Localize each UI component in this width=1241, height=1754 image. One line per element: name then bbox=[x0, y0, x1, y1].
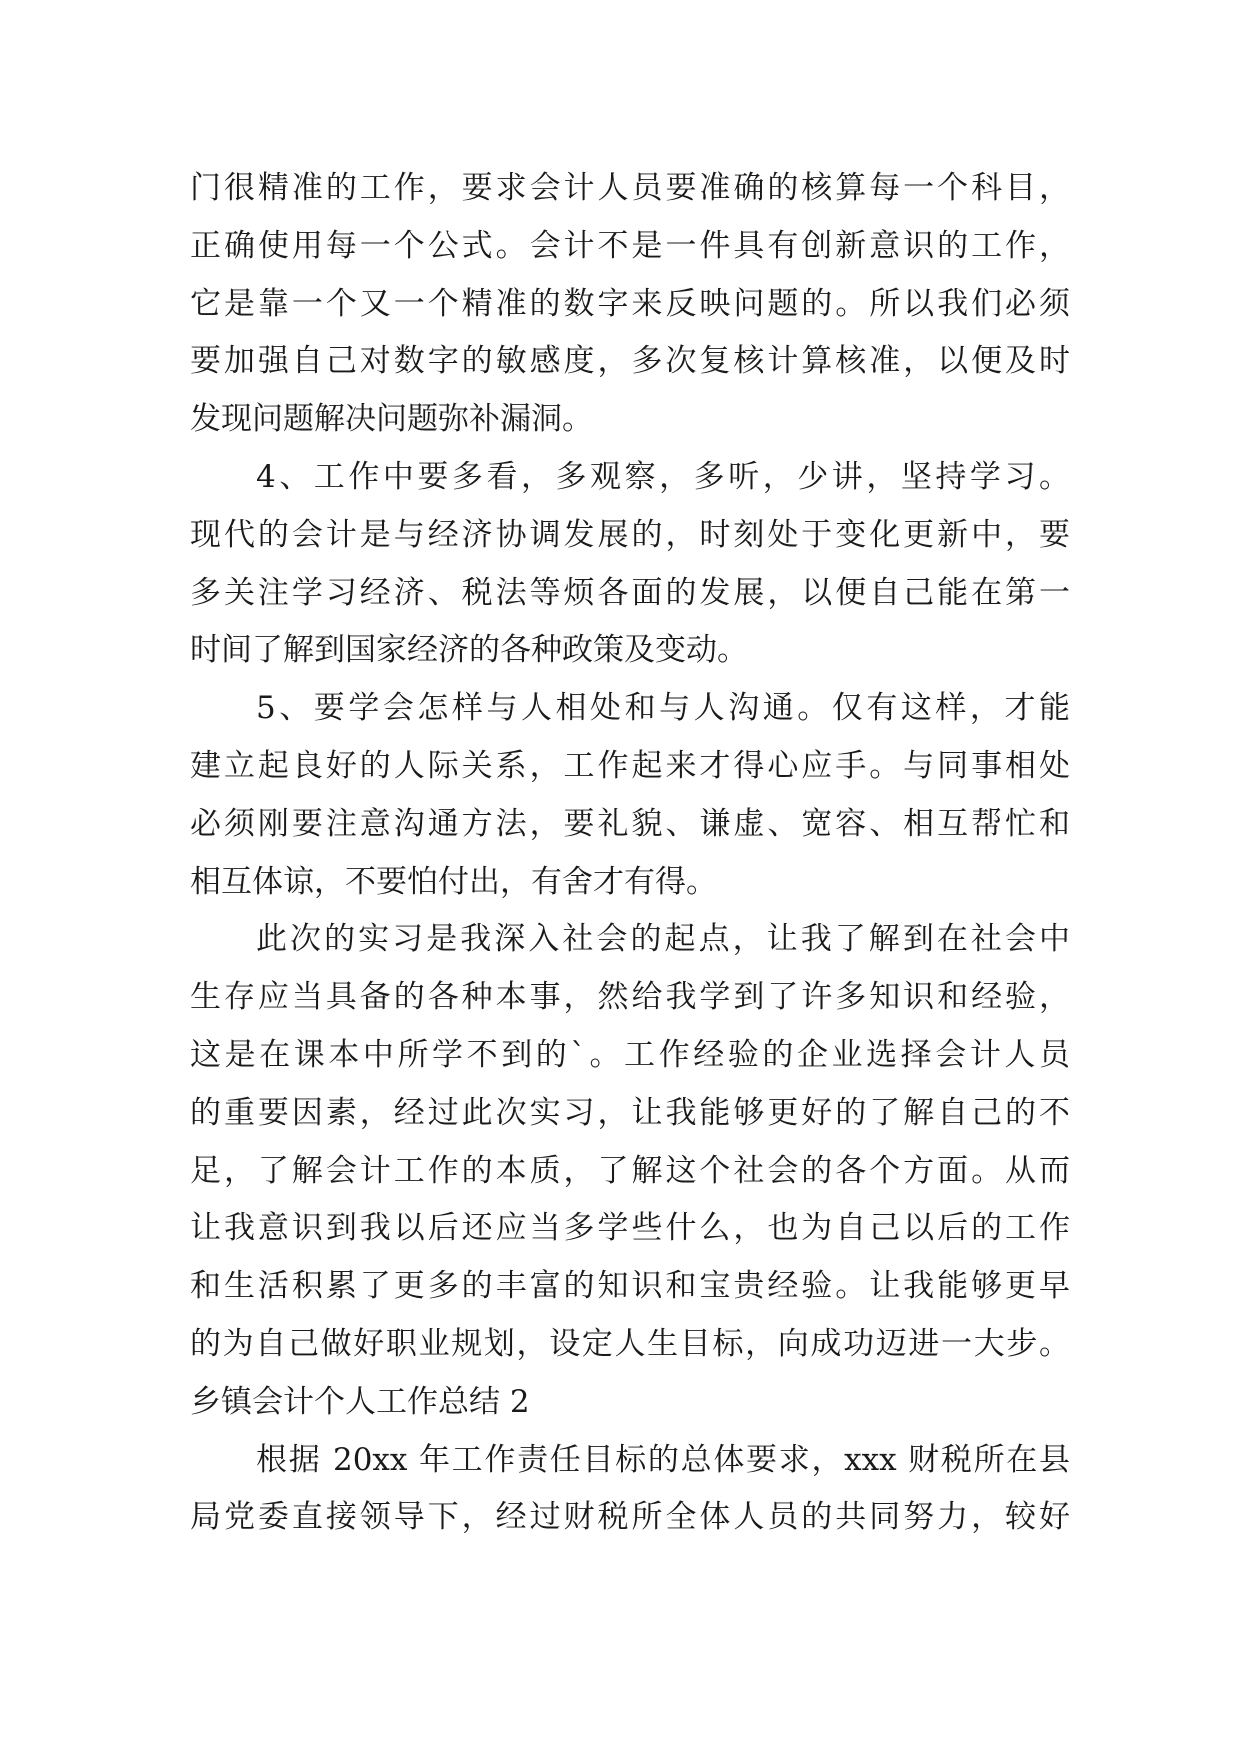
document-body bbox=[190, 160, 1070, 1547]
text-line: 此次的实习是我深入社会的起点，让我了解到在社会中 bbox=[256, 921, 1070, 958]
text-line: 和生活积累了更多的丰富的知识和宝贵经验。让我能够更早 bbox=[190, 1268, 1070, 1305]
text-line: 生存应当具备的各种本事，然给我学到了许多知识和经验， bbox=[190, 979, 1070, 1016]
text-line: 根据 20xx 年工作责任目标的总体要求，xxx 财税所在县 bbox=[256, 1441, 1070, 1478]
text-line: 门很精准的工作，要求会计人员要准确的核算每一个科目， bbox=[190, 170, 1070, 206]
text-line: 正确使用每一个公式。会计不是一件具有创新意识的工作， bbox=[190, 227, 1070, 264]
text-line: 5、要学会怎样与人相处和与人沟通。仅有这样，才能 bbox=[256, 690, 1070, 727]
text-line: 相互体谅，不要怕付出，有舍才有得。 bbox=[190, 863, 717, 900]
text-line: 让我意识到我以后还应当多学些什么，也为自己以后的工作 bbox=[190, 1210, 1070, 1247]
text-line: 的为自己做好职业规划，设定人生目标，向成功迈进一大步。 bbox=[190, 1325, 1070, 1362]
text-line: 要加强自己对数字的敏感度，多次复核计算核准，以便及时 bbox=[190, 343, 1070, 380]
text-line: 发现问题解决问题弥补漏洞。 bbox=[190, 401, 593, 438]
text-line: 这是在课本中所学不到的`。工作经验的企业选择会计人员 bbox=[190, 1036, 1070, 1073]
text-line: 时间了解到国家经济的各种政策及变动。 bbox=[190, 632, 748, 669]
text-line: 局党委直接领导下，经过财税所全体人员的共同努力，较好 bbox=[190, 1499, 1070, 1536]
text-line: 足，了解会计工作的本质，了解这个社会的各个方面。从而 bbox=[190, 1152, 1070, 1189]
text-line: 现代的会计是与经济协调发展的，时刻处于变化更新中，要 bbox=[190, 516, 1070, 553]
text-line: 4、工作中要多看，多观察，多听，少讲，坚持学习。 bbox=[256, 458, 1070, 495]
text-line: 乡镇会计个人工作总结 2 bbox=[190, 1383, 530, 1420]
text-line: 建立起良好的人际关系，工作起来才得心应手。与同事相处 bbox=[190, 747, 1070, 784]
text-line: 的重要因素，经过此次实习，让我能够更好的了解自己的不 bbox=[190, 1094, 1070, 1131]
text-line: 多关注学习经济、税法等烦各面的发展，以便自己能在第一 bbox=[190, 574, 1070, 611]
text-line: 它是靠一个又一个精准的数字来反映问题的。所以我们必须 bbox=[190, 285, 1070, 322]
text-line: 必须刚要注意沟通方法，要礼貌、谦虚、宽容、相互帮忙和 bbox=[190, 805, 1070, 842]
